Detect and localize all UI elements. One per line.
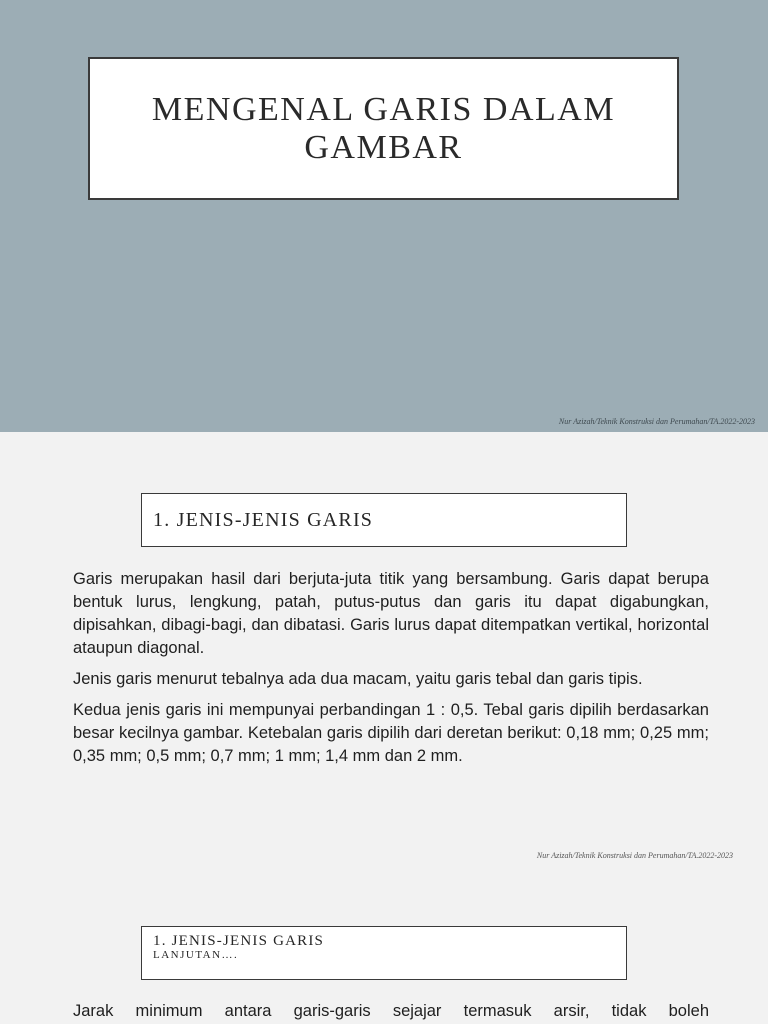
paragraph: Jenis garis menurut tebalnya ada dua macam, yaitu garis tebal dan garis tipis. xyxy=(73,670,643,688)
section-heading: 1. JENIS-JENIS GARIS xyxy=(153,508,374,531)
title-slide xyxy=(0,0,768,432)
content-slide xyxy=(0,432,768,1024)
heading-box xyxy=(141,926,627,980)
body-text xyxy=(73,568,709,776)
slide-footer: Nur Azizah/Teknik Konstruksi dan Perumahan/TA.2022-2023 xyxy=(558,417,755,426)
section-heading: 1. JENIS-JENIS GARIS xyxy=(153,933,325,949)
section-subheading: LANJUTAN…. xyxy=(153,949,239,961)
slide-title: MENGENAL GARIS DALAM GAMBAR xyxy=(151,90,616,166)
slide-footer: Nur Azizah/Teknik Konstruksi dan Perumahan/TA.2022-2023 xyxy=(536,851,733,860)
paragraph: Kedua jenis garis ini mempunyai perbandingan 1 : 0,5. Tebal garis dipilih berdasarkan besar kecilnya gambar. Ketebalan garis dipilih dari deretan berikut: 0,18 mm; 0,25 mm; 0,35 mm; 0,5 mm; 0,7 mm; 1 mm; 1,4 mm dan 2 mm. xyxy=(73,701,709,765)
body-text-partial: Jarak minimum antara garis-garis sejajar termasuk arsir, tidak boleh xyxy=(73,1002,709,1020)
paragraph: Garis merupakan hasil dari berjuta-juta titik yang bersambung. Garis dapat berupa bentuk lurus, lengkung, patah, putus-putus dan garis itu dapat digabungkan, dipisahkan, dibagi-bagi, dan dibatasi. Garis lurus dapat ditempatkan vertikal, horizontal ataupun diagonal. xyxy=(73,570,709,657)
title-box xyxy=(88,57,679,200)
heading-box xyxy=(141,493,627,547)
